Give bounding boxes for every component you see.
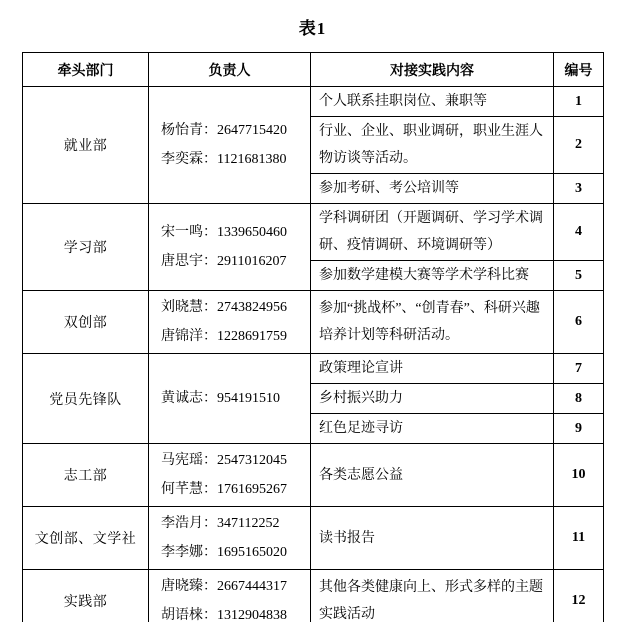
department-cell: 双创部 <box>23 291 149 354</box>
contact-line: 唐锦洋：1228691759 <box>161 329 287 344</box>
contact-cell <box>149 354 311 444</box>
serial-number-cell: 8 <box>554 384 604 414</box>
practice-content-cell: 学科调研团（开题调研、学习学术调研、疫情调研、环境调研等） <box>311 204 554 261</box>
table-header-row <box>23 53 604 87</box>
contact-line: 杨怡青：2647715420 <box>161 123 287 138</box>
contact-line: 李浩月：347112252 <box>161 516 280 531</box>
serial-number-cell: 1 <box>554 87 604 117</box>
serial-number-cell: 5 <box>554 261 604 291</box>
contact-cell <box>149 87 311 204</box>
header-content: 对接实践内容 <box>311 53 554 87</box>
contact-cell <box>149 570 311 622</box>
table-row <box>23 354 604 384</box>
department-cell: 文创部、文学社 <box>23 507 149 570</box>
table-row <box>23 291 604 354</box>
contact-cell <box>149 507 311 570</box>
header-department: 牵头部门 <box>23 53 149 87</box>
serial-number-cell: 11 <box>554 507 604 570</box>
practice-content-cell: 其他各类健康向上、形式多样的主题实践活动 <box>311 570 554 622</box>
table-body <box>23 87 604 622</box>
contact-line: 李李娜：1695165020 <box>161 545 287 560</box>
serial-number-cell: 9 <box>554 414 604 444</box>
contact-cell <box>149 204 311 291</box>
practice-content-cell: 参加数学建模大赛等学术学科比赛 <box>311 261 554 291</box>
contact-line: 李奕霖：1121681380 <box>161 152 287 167</box>
contact-line: 胡语梾：1312904838 <box>161 608 287 622</box>
contact-line: 唐思宇：2911016207 <box>161 254 287 269</box>
contact-line: 黄诚志：954191510 <box>161 391 280 406</box>
practice-assignment-table <box>22 52 604 622</box>
contact-cell <box>149 444 311 507</box>
practice-content-cell: 乡村振兴助力 <box>311 384 554 414</box>
practice-content-cell: 参加考研、考公培训等 <box>311 174 554 204</box>
table-row <box>23 570 604 622</box>
department-cell: 学习部 <box>23 204 149 291</box>
contact-line: 马宪瑶：2547312045 <box>161 453 287 468</box>
serial-number-cell: 3 <box>554 174 604 204</box>
table-row <box>23 444 604 507</box>
practice-content-cell: 个人联系挂职岗位、兼职等 <box>311 87 554 117</box>
header-contact: 负责人 <box>149 53 311 87</box>
practice-content-cell: 政策理论宣讲 <box>311 354 554 384</box>
contact-line: 宋一鸣：1339650460 <box>161 225 287 240</box>
contact-line: 唐晓臻：2667444317 <box>161 579 287 594</box>
table-row <box>23 204 604 261</box>
serial-number-cell: 6 <box>554 291 604 354</box>
serial-number-cell: 4 <box>554 204 604 261</box>
department-cell: 就业部 <box>23 87 149 204</box>
serial-number-cell: 12 <box>554 570 604 622</box>
practice-content-cell: 各类志愿公益 <box>311 444 554 507</box>
practice-content-cell: 读书报告 <box>311 507 554 570</box>
practice-content-cell: 行业、企业、职业调研，职业生涯人物访谈等活动。 <box>311 117 554 174</box>
practice-content-cell: 参加“挑战杯”、“创青春”、科研兴趣培养计划等科研活动。 <box>311 291 554 354</box>
header-id: 编号 <box>554 53 604 87</box>
serial-number-cell: 10 <box>554 444 604 507</box>
table-title: 表1 <box>298 19 327 38</box>
serial-number-cell: 7 <box>554 354 604 384</box>
department-cell: 党员先锋队 <box>23 354 149 444</box>
table-row <box>23 87 604 117</box>
table-row <box>23 507 604 570</box>
department-cell: 实践部 <box>23 570 149 622</box>
contact-cell <box>149 291 311 354</box>
practice-content-cell: 红色足迹寻访 <box>311 414 554 444</box>
serial-number-cell: 2 <box>554 117 604 174</box>
contact-line: 何芊慧：1761695267 <box>161 482 287 497</box>
contact-line: 刘晓慧：2743824956 <box>161 300 287 315</box>
department-cell: 志工部 <box>23 444 149 507</box>
